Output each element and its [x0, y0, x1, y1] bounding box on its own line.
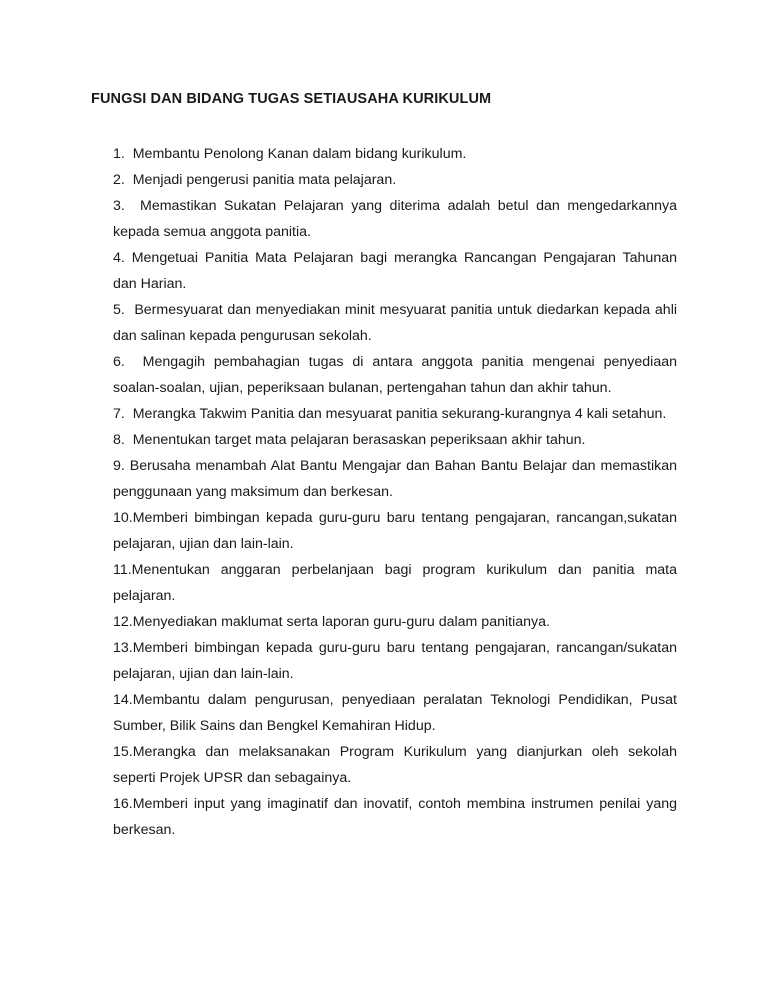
list-item [113, 349, 677, 401]
item-text: Berusaha menambah Alat Bantu Mengajar dan Bahan Bantu Belajar dan memastikan penggunaan yang maksimum dan berkesan. [113, 458, 677, 500]
list-item [113, 141, 677, 167]
item-number: 15. [113, 744, 133, 760]
list-item [113, 687, 677, 739]
duty-list [113, 141, 677, 843]
list-item [113, 453, 677, 505]
item-text: Memberi bimbingan kepada guru-guru baru tentang pengajaran, rancangan/sukatan pelajaran, ujian dan lain-lain. [113, 640, 677, 682]
item-number: 5. [113, 302, 125, 318]
list-item [113, 401, 677, 427]
item-text: Menentukan anggaran perbelanjaan bagi program kurikulum dan panitia mata pelajaran. [113, 562, 677, 604]
item-number: 12. [113, 614, 133, 630]
list-item [113, 739, 677, 791]
item-number: 8. [113, 432, 125, 448]
item-text: Merangka Takwim Panitia dan mesyuarat panitia sekurang-kurangnya 4 kali setahun. [132, 406, 667, 422]
item-number: 1. [113, 146, 125, 162]
item-number: 9. [113, 458, 125, 474]
item-text: Memberi input yang imaginatif dan inovatif, contoh membina instrumen penilai yang berkesan. [113, 796, 677, 838]
list-item [113, 505, 677, 557]
item-number: 14. [113, 692, 133, 708]
item-text: Memastikan Sukatan Pelajaran yang diterima adalah betul dan mengedarkannya kepada semua anggota panitia. [113, 198, 677, 240]
item-text: Menyediakan maklumat serta laporan guru-guru dalam panitianya. [132, 614, 550, 630]
item-text: Memberi bimbingan kepada guru-guru baru tentang pengajaran, rancangan,sukatan pelajaran, ujian dan lain-lain. [113, 510, 677, 552]
document-title: FUNGSI DAN BIDANG TUGAS SETIAUSAHA KURIKULUM [91, 91, 492, 107]
item-text: Merangka dan melaksanakan Program Kurikulum yang dianjurkan oleh sekolah seperti Projek UPSR dan sebagainya. [113, 744, 677, 786]
item-text: Bermesyuarat dan menyediakan minit mesyuarat panitia untuk diedarkan kepada ahli dan salinan kepada pengurusan sekolah. [113, 302, 677, 344]
item-number: 16. [113, 796, 133, 812]
list-item [113, 609, 677, 635]
item-number: 7. [113, 406, 125, 422]
list-item [113, 791, 677, 843]
item-number: 6. [113, 354, 125, 370]
list-item [113, 245, 677, 297]
list-item [113, 557, 677, 609]
item-number: 10. [113, 510, 133, 526]
list-item [113, 193, 677, 245]
item-number: 11. [113, 562, 132, 578]
item-text: Menentukan target mata pelajaran berasaskan peperiksaan akhir tahun. [132, 432, 586, 448]
item-number: 4. [113, 250, 125, 266]
item-text: Menjadi pengerusi panitia mata pelajaran. [132, 172, 397, 188]
list-item [113, 167, 677, 193]
item-number: 2. [113, 172, 125, 188]
item-number: 13. [113, 640, 133, 656]
list-item [113, 297, 677, 349]
list-item [113, 427, 677, 453]
item-text: Mengetuai Panitia Mata Pelajaran bagi merangka Rancangan Pengajaran Tahunan dan Harian. [113, 250, 677, 292]
item-text: Membantu Penolong Kanan dalam bidang kurikulum. [132, 146, 467, 162]
list-item [113, 635, 677, 687]
item-text: Membantu dalam pengurusan, penyediaan peralatan Teknologi Pendidikan, Pusat Sumber, Bilik Sains dan Bengkel Kemahiran Hidup. [113, 692, 677, 734]
item-number: 3. [113, 198, 125, 214]
item-text: Mengagih pembahagian tugas di antara anggota panitia mengenai penyediaan soalan-soalan, ujian, peperiksaan bulanan, pertengahan tahun dan akhir tahun. [113, 354, 677, 396]
